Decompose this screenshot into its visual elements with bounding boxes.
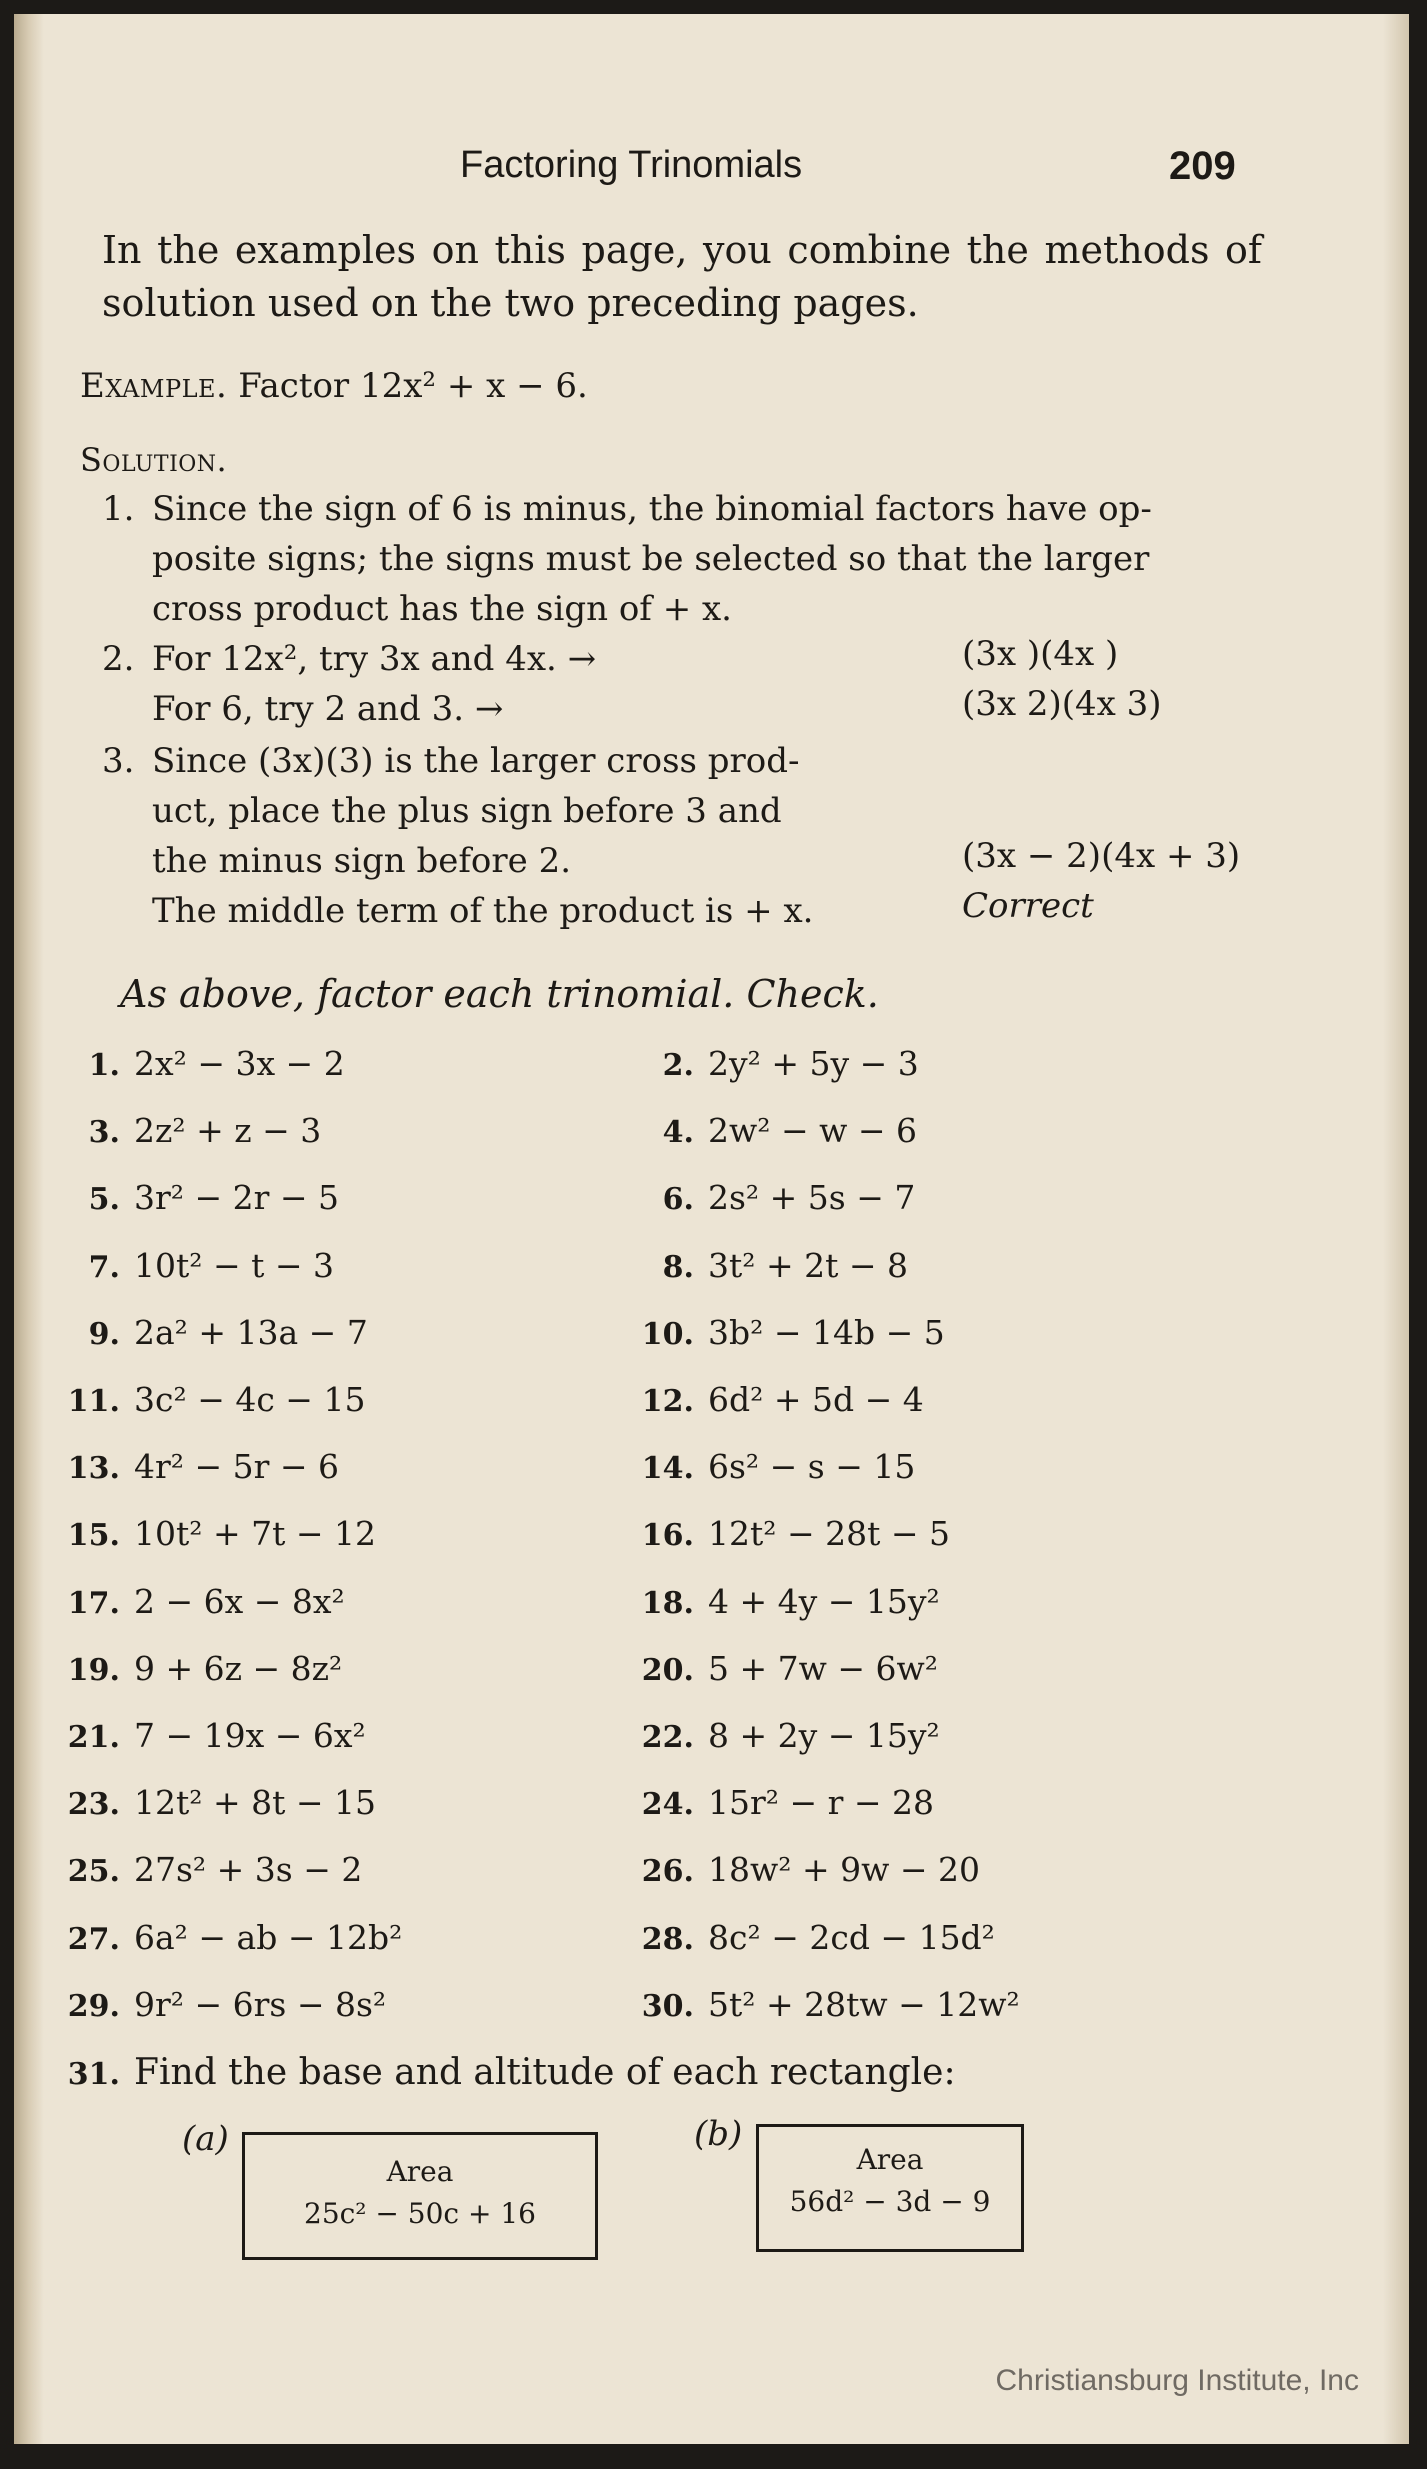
rect-a-area: 25c² − 50c + 16: [304, 2197, 536, 2230]
exercise-expression: 4r² − 5r − 6: [134, 1447, 340, 1487]
exercise-expression: 8 + 2y − 15y²: [708, 1716, 940, 1755]
exercise-expression: 2 − 6x − 8x²: [134, 1581, 345, 1621]
exercise-6: [624, 1178, 915, 1217]
exercise-14: [624, 1447, 915, 1486]
step-3-line-1: Since (3x)(3) is the larger cross prod-: [152, 741, 800, 781]
rectangle-b: [756, 2124, 1024, 2252]
exercise-18: [624, 1582, 940, 1621]
step-3-line-3: the minus sign before 2.: [152, 841, 572, 881]
exercise-expression: 15r² − r − 28: [708, 1783, 935, 1823]
exercise-number: 25.: [67, 1854, 120, 1890]
exercise-expression: 3c² − 4c − 15: [134, 1380, 366, 1419]
exercise-expression: 2w² − w − 6: [708, 1111, 917, 1151]
problem-31-text: Find the base and altitude of each rectangle:: [134, 2052, 956, 2093]
exercise-expression: 2z² + z − 3: [134, 1111, 322, 1151]
page-edge-shadow: [1383, 14, 1409, 2444]
exercise-expression: 27s² + 3s − 2: [134, 1850, 363, 1890]
exercise-number: 5.: [88, 1182, 120, 1218]
example-text: Factor 12x² + x − 6.: [238, 366, 588, 406]
rect-a-title: Area: [386, 2155, 454, 2188]
step-3-correct-label: Correct: [962, 886, 1094, 926]
exercise-number: 13.: [67, 1451, 120, 1487]
exercise-expression: 2s² + 5s − 7: [708, 1178, 916, 1218]
exercise-29: [50, 1985, 386, 2024]
exercise-11: [50, 1380, 365, 1419]
exercise-number: 30.: [641, 1988, 694, 2024]
step-1-line-1: Since the sign of 6 is minus, the binomial factors have op-: [152, 489, 1152, 529]
exercise-number: 11.: [67, 1384, 120, 1419]
exercise-expression: 9r² − 6rs − 8s²: [134, 1984, 387, 2024]
exercise-7: [50, 1246, 334, 1285]
exercise-expression: 5 + 7w − 6w²: [708, 1648, 938, 1688]
step-3-result: (3x − 2)(4x + 3): [962, 836, 1241, 876]
exercise-number: 2.: [662, 1048, 694, 1083]
step-3-number: 3.: [102, 741, 135, 781]
step-1-line-2: posite signs; the signs must be selected so that the larger: [152, 539, 1150, 579]
exercise-number: 23.: [67, 1787, 120, 1823]
exercise-number: 20.: [641, 1652, 694, 1688]
exercise-3: [50, 1111, 321, 1150]
exercise-30: [624, 1985, 1020, 2024]
exercise-expression: 10t² + 7t − 12: [134, 1514, 376, 1554]
exercise-number: 21.: [67, 1720, 120, 1755]
exercise-12: [624, 1380, 924, 1419]
exercise-number: 15.: [67, 1518, 120, 1554]
exercise-expression: 7 − 19x − 6x²: [134, 1716, 366, 1755]
exercise-16: [624, 1514, 950, 1553]
exercise-19: [50, 1649, 342, 1688]
exercise-number: 29.: [67, 1988, 120, 2024]
exercise-21: [50, 1716, 366, 1755]
exercise-expression: 2a² + 13a − 7: [134, 1312, 368, 1352]
exercise-expression: 9 + 6z − 8z²: [134, 1648, 343, 1688]
book-page: [14, 14, 1409, 2444]
step-2-line-2: For 6, try 2 and 3. →: [152, 689, 504, 729]
exercise-26: [624, 1850, 980, 1889]
exercise-5: [50, 1178, 339, 1217]
rectangle-a: [242, 2132, 598, 2260]
exercise-2: [624, 1044, 919, 1083]
step-1-line-3: cross product has the sign of + x.: [152, 589, 732, 629]
step-2-line-1: For 12x², try 3x and 4x. →: [152, 639, 597, 679]
example-label: Example.: [80, 366, 228, 406]
exercise-expression: 6s² − s − 15: [708, 1447, 916, 1487]
exercise-expression: 6d² + 5d − 4: [708, 1380, 924, 1419]
exercise-expression: 2y² + 5y − 3: [708, 1044, 919, 1083]
exercise-number: 22.: [641, 1720, 694, 1755]
exercise-number: 8.: [662, 1249, 694, 1285]
step-1-number: 1.: [102, 489, 135, 529]
page-gutter: [14, 14, 44, 2444]
exercise-expression: 6a² − ab − 12b²: [134, 1917, 403, 1957]
exercise-10: [624, 1313, 945, 1352]
exercise-expression: 8c² − 2cd − 15d²: [708, 1917, 995, 1957]
instruction: As above, factor each trinomial. Check.: [120, 972, 879, 1016]
rect-b-label: (b): [694, 2114, 743, 2154]
exercise-expression: 18w² + 9w − 20: [708, 1850, 980, 1890]
exercise-9: [50, 1313, 368, 1352]
rect-b-title: Area: [856, 2143, 924, 2176]
solution-label: Solution.: [80, 441, 228, 479]
rect-a-label: (a): [182, 2119, 229, 2159]
exercise-expression: 3t² + 2t − 8: [708, 1245, 908, 1285]
exercise-1: [50, 1044, 345, 1083]
exercise-number: 27.: [67, 1921, 120, 1957]
exercise-expression: 3r² − 2r − 5: [134, 1178, 340, 1218]
exercise-13: [50, 1447, 339, 1486]
exercise-expression: 4 + 4y − 15y²: [708, 1581, 940, 1621]
exercise-28: [624, 1918, 995, 1957]
exercise-number: 4.: [662, 1115, 694, 1151]
step-2-result-1: (3x )(4x ): [962, 634, 1119, 674]
exercise-number: 10.: [641, 1316, 694, 1352]
exercise-number: 9.: [88, 1316, 120, 1352]
exercise-number: 28.: [641, 1921, 694, 1957]
exercise-number: 17.: [67, 1585, 120, 1621]
exercise-expression: 10t² − t − 3: [134, 1245, 334, 1285]
exercise-20: [624, 1649, 938, 1688]
exercise-expression: 12t² − 28t − 5: [708, 1514, 950, 1554]
exercise-24: [624, 1783, 934, 1822]
exercise-number: 6.: [662, 1182, 694, 1218]
exercise-17: [50, 1582, 345, 1621]
exercise-number: 26.: [641, 1854, 694, 1890]
exercise-expression: 3b² − 14b − 5: [708, 1312, 945, 1352]
exercise-number: 19.: [67, 1652, 120, 1688]
exercise-number: 1.: [88, 1048, 120, 1083]
exercise-25: [50, 1850, 362, 1889]
exercise-15: [50, 1514, 376, 1553]
exercise-23: [50, 1783, 376, 1822]
exercise-expression: 2x² − 3x − 2: [134, 1044, 345, 1083]
exercise-number: 7.: [88, 1249, 120, 1285]
page-number: 209: [1169, 144, 1236, 188]
exercise-8: [624, 1246, 908, 1285]
exercise-number: 24.: [641, 1787, 694, 1823]
running-head: Factoring Trinomials: [460, 144, 803, 186]
watermark: Christiansburg Institute, Inc: [995, 2364, 1359, 2397]
step-2-number: 2.: [102, 639, 135, 679]
exercise-27: [50, 1918, 402, 1957]
step-2-result-2: (3x 2)(4x 3): [962, 684, 1162, 724]
step-3-line-4: The middle term of the product is + x.: [152, 891, 814, 931]
problem-31: [50, 2052, 956, 2093]
exercise-expression: 12t² + 8t − 15: [134, 1783, 376, 1823]
example-line: [80, 366, 588, 406]
exercise-number: 12.: [641, 1384, 694, 1419]
step-3-line-2: uct, place the plus sign before 3 and: [152, 791, 782, 831]
exercise-number: 14.: [641, 1451, 694, 1487]
exercise-22: [624, 1716, 940, 1755]
exercise-number: 16.: [641, 1518, 694, 1554]
exercise-4: [624, 1111, 917, 1150]
rect-b-area: 56d² − 3d − 9: [789, 2185, 991, 2218]
problem-31-number: 31.: [67, 2057, 120, 2092]
intro-paragraph: In the examples on this page, you combine the methods of solution used on the two preceding pages.: [102, 228, 1262, 325]
exercise-number: 3.: [88, 1115, 120, 1151]
exercise-number: 18.: [641, 1585, 694, 1621]
exercise-expression: 5t² + 28tw − 12w²: [708, 1984, 1020, 2024]
